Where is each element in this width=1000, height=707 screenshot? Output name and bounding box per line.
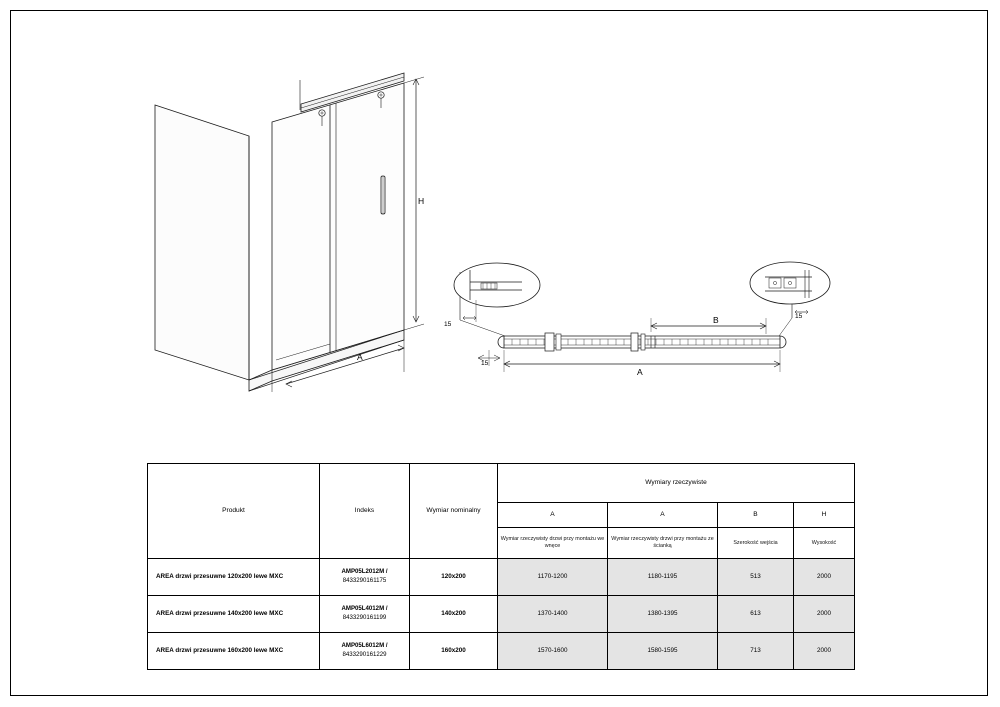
header-col-b: B [718,503,794,528]
header-index: Indeks [320,464,410,559]
cell-product: AREA drzwi przesuwne 140x200 lewe MXC [148,596,320,633]
cell-index-ean: 8433290161175 [342,577,387,584]
table-row [148,633,855,670]
plan-dimension-label-b: B [713,315,719,325]
cell-a1: 1370-1400 [498,596,608,633]
cell-a1: 1570-1600 [498,633,608,670]
cell-nominal: 140x200 [410,596,498,633]
plan-view [454,262,830,372]
cell-h: 2000 [794,633,855,670]
cell-b: 613 [718,596,794,633]
header-desc-h: Wysokość [794,528,855,559]
cell-h: 2000 [794,596,855,633]
detail-right-offset-label: 15 [795,313,803,320]
detail-left-inner-label: 15 [481,360,489,367]
cell-index [320,596,410,633]
dimension-label-a: A [357,352,363,362]
cell-index [320,633,410,670]
cell-index-code: AMP05L4012M / [341,605,388,613]
table-row [148,596,855,633]
cell-index [320,559,410,596]
cell-h: 2000 [794,559,855,596]
cell-a1: 1170-1200 [498,559,608,596]
dimension-label-h: H [418,196,425,206]
cell-a2: 1180-1195 [608,559,718,596]
header-desc-a1: Wymiar rzeczywisty drzwi przy montażu we wnęce [498,528,608,559]
header-actual-group: Wymiary rzeczywiste [498,464,855,503]
header-col-a1: A [498,503,608,528]
cell-b: 513 [718,559,794,596]
cell-nominal: 120x200 [410,559,498,596]
perspective-view [155,73,424,392]
header-col-h: H [794,503,855,528]
header-nominal: Wymiar nominalny [410,464,498,559]
cell-b: 713 [718,633,794,670]
cell-a2: 1580-1595 [608,633,718,670]
header-desc-a2: Wymiar rzeczywisty drzwi przy montażu ze ścianką [608,528,718,559]
table-row [148,559,855,596]
header-col-a2: A [608,503,718,528]
detail-left-offset-label: 15 [444,321,452,328]
specification-table [147,463,855,670]
cell-product: AREA drzwi przesuwne 120x200 lewe MXC [148,559,320,596]
cell-index-ean: 8433290161199 [342,614,387,621]
cell-index-code: AMP05L6012M / [341,642,388,650]
cell-nominal: 160x200 [410,633,498,670]
header-desc-b: Szerokość wejścia [718,528,794,559]
plan-dimension-label-a: A [637,367,643,377]
cell-index-code: AMP05L2012M / [341,568,388,576]
header-product: Produkt [148,464,320,559]
cell-index-ean: 8433290161229 [342,651,387,658]
cell-product: AREA drzwi przesuwne 160x200 lewe MXC [148,633,320,670]
cell-a2: 1380-1395 [608,596,718,633]
